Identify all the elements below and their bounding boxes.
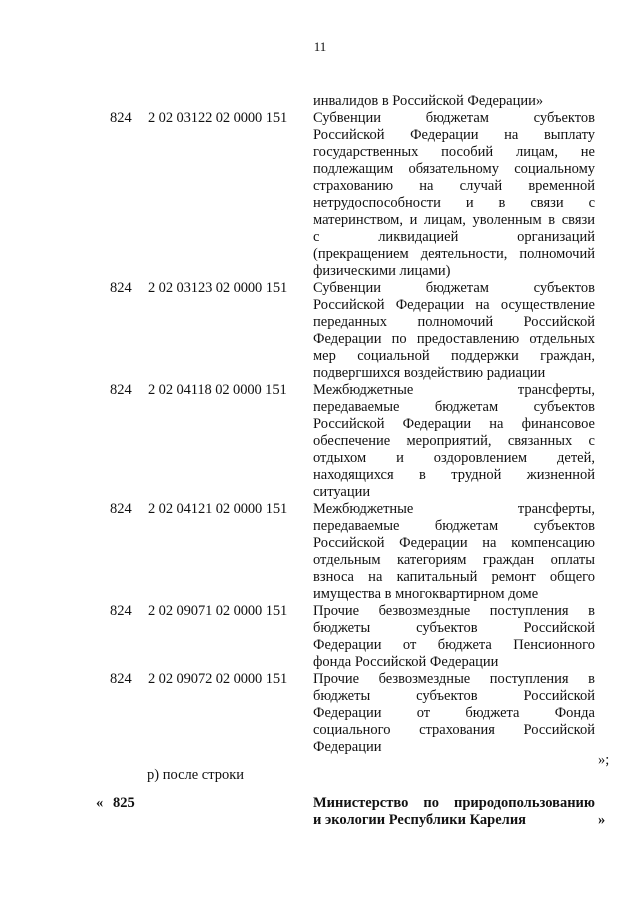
description-line: Российской Федерации на финансовое: [313, 416, 595, 432]
description-line: отдельным категориям граждан оплаты: [313, 552, 595, 568]
admin-code: 824: [110, 382, 132, 398]
budget-classification-code: 2 02 09072 02 0000 151: [148, 671, 288, 687]
description-line: инвалидов в Российской Федерации»: [313, 93, 544, 109]
final-row-line: Министерство по природопользованию: [313, 795, 595, 811]
description-line: Российской Федерации на компенсацию: [313, 535, 595, 551]
description-line: фонда Российской Федерации: [313, 654, 499, 670]
final-row-title: [313, 795, 595, 829]
revenue-description: [313, 501, 595, 603]
description-line: Федерации: [313, 739, 382, 755]
description-line: социального страхования Российской: [313, 722, 595, 738]
description-line: с ликвидацией организаций: [313, 229, 595, 245]
description-line: бюджеты субъектов Российской: [313, 620, 595, 636]
final-row-open-quote: «: [96, 795, 104, 811]
description-line: Межбюджетные трансферты,: [313, 501, 595, 517]
description-line: мер социальной поддержки граждан,: [313, 348, 595, 364]
section-note: р) после строки: [147, 767, 245, 783]
description-line: Прочие безвозмездные поступления в: [313, 671, 595, 687]
description-line: переданных полномочий Российской: [313, 314, 595, 330]
budget-classification-code: 2 02 09071 02 0000 151: [148, 603, 288, 619]
description-line: находящихся в трудной жизненной: [313, 467, 595, 483]
description-line: подвергшихся воздействию радиации: [313, 365, 546, 381]
admin-code: 824: [110, 110, 132, 126]
description-line: имущества в многоквартирном доме: [313, 586, 539, 602]
page-number: 11: [313, 39, 327, 54]
admin-code: 824: [110, 603, 132, 619]
admin-code: 824: [110, 280, 132, 296]
description-line: материнством, и лицам, уволенным в связи: [313, 212, 595, 228]
description-line: Прочие безвозмездные поступления в: [313, 603, 595, 619]
description-line: передаваемые бюджетам субъектов: [313, 399, 595, 415]
description-line: страхованию на случай временной: [313, 178, 595, 194]
final-row-close-quote: »: [598, 812, 606, 828]
description-line: Федерации от бюджета Пенсионного: [313, 637, 595, 653]
revenue-description: [313, 603, 595, 671]
description-line: (прекращением деятельности, полномочий: [313, 246, 595, 262]
revenue-description: [313, 280, 595, 382]
description-line: физическими лицами): [313, 263, 451, 279]
final-row-line: и экологии Республики Карелия: [313, 812, 527, 828]
description-line: отдыхом и оздоровлением детей,: [313, 450, 595, 466]
description-line: Субвенции бюджетам субъектов: [313, 110, 595, 126]
budget-classification-code: 2 02 04118 02 0000 151: [148, 382, 287, 398]
budget-classification-code: 2 02 03123 02 0000 151: [148, 280, 288, 296]
description-line: Субвенции бюджетам субъектов: [313, 280, 595, 296]
description-line: взноса на капитальный ремонт общего: [313, 569, 595, 585]
description-line: ситуации: [313, 484, 371, 500]
description-line: Федерации от бюджета Фонда: [313, 705, 595, 721]
closing-quote-semicolon: »;: [598, 752, 610, 768]
final-row-code: 825: [113, 795, 135, 811]
description-line: подлежащим обязательному социальному: [313, 161, 595, 177]
description-line: Российской Федерации на осуществление: [313, 297, 595, 313]
description-line: Федерации по предоставлению отдельных: [313, 331, 595, 347]
description-line: нетрудоспособности и в связи с: [313, 195, 595, 211]
description-line: Российской Федерации на выплату: [313, 127, 595, 143]
admin-code: 824: [110, 671, 132, 687]
revenue-description: [313, 110, 595, 280]
description-line: обеспечение мероприятий, связанных с: [313, 433, 595, 449]
revenue-description: [313, 382, 595, 501]
description-line: бюджеты субъектов Российской: [313, 688, 595, 704]
revenue-description: [313, 671, 595, 756]
budget-classification-code: 2 02 03122 02 0000 151: [148, 110, 288, 126]
admin-code: 824: [110, 501, 132, 517]
description-line: передаваемые бюджетам субъектов: [313, 518, 595, 534]
description-line: Межбюджетные трансферты,: [313, 382, 595, 398]
description-line: государственных пособий лицам, не: [313, 144, 595, 160]
budget-classification-code: 2 02 04121 02 0000 151: [148, 501, 288, 517]
revenue-description: [313, 93, 595, 110]
